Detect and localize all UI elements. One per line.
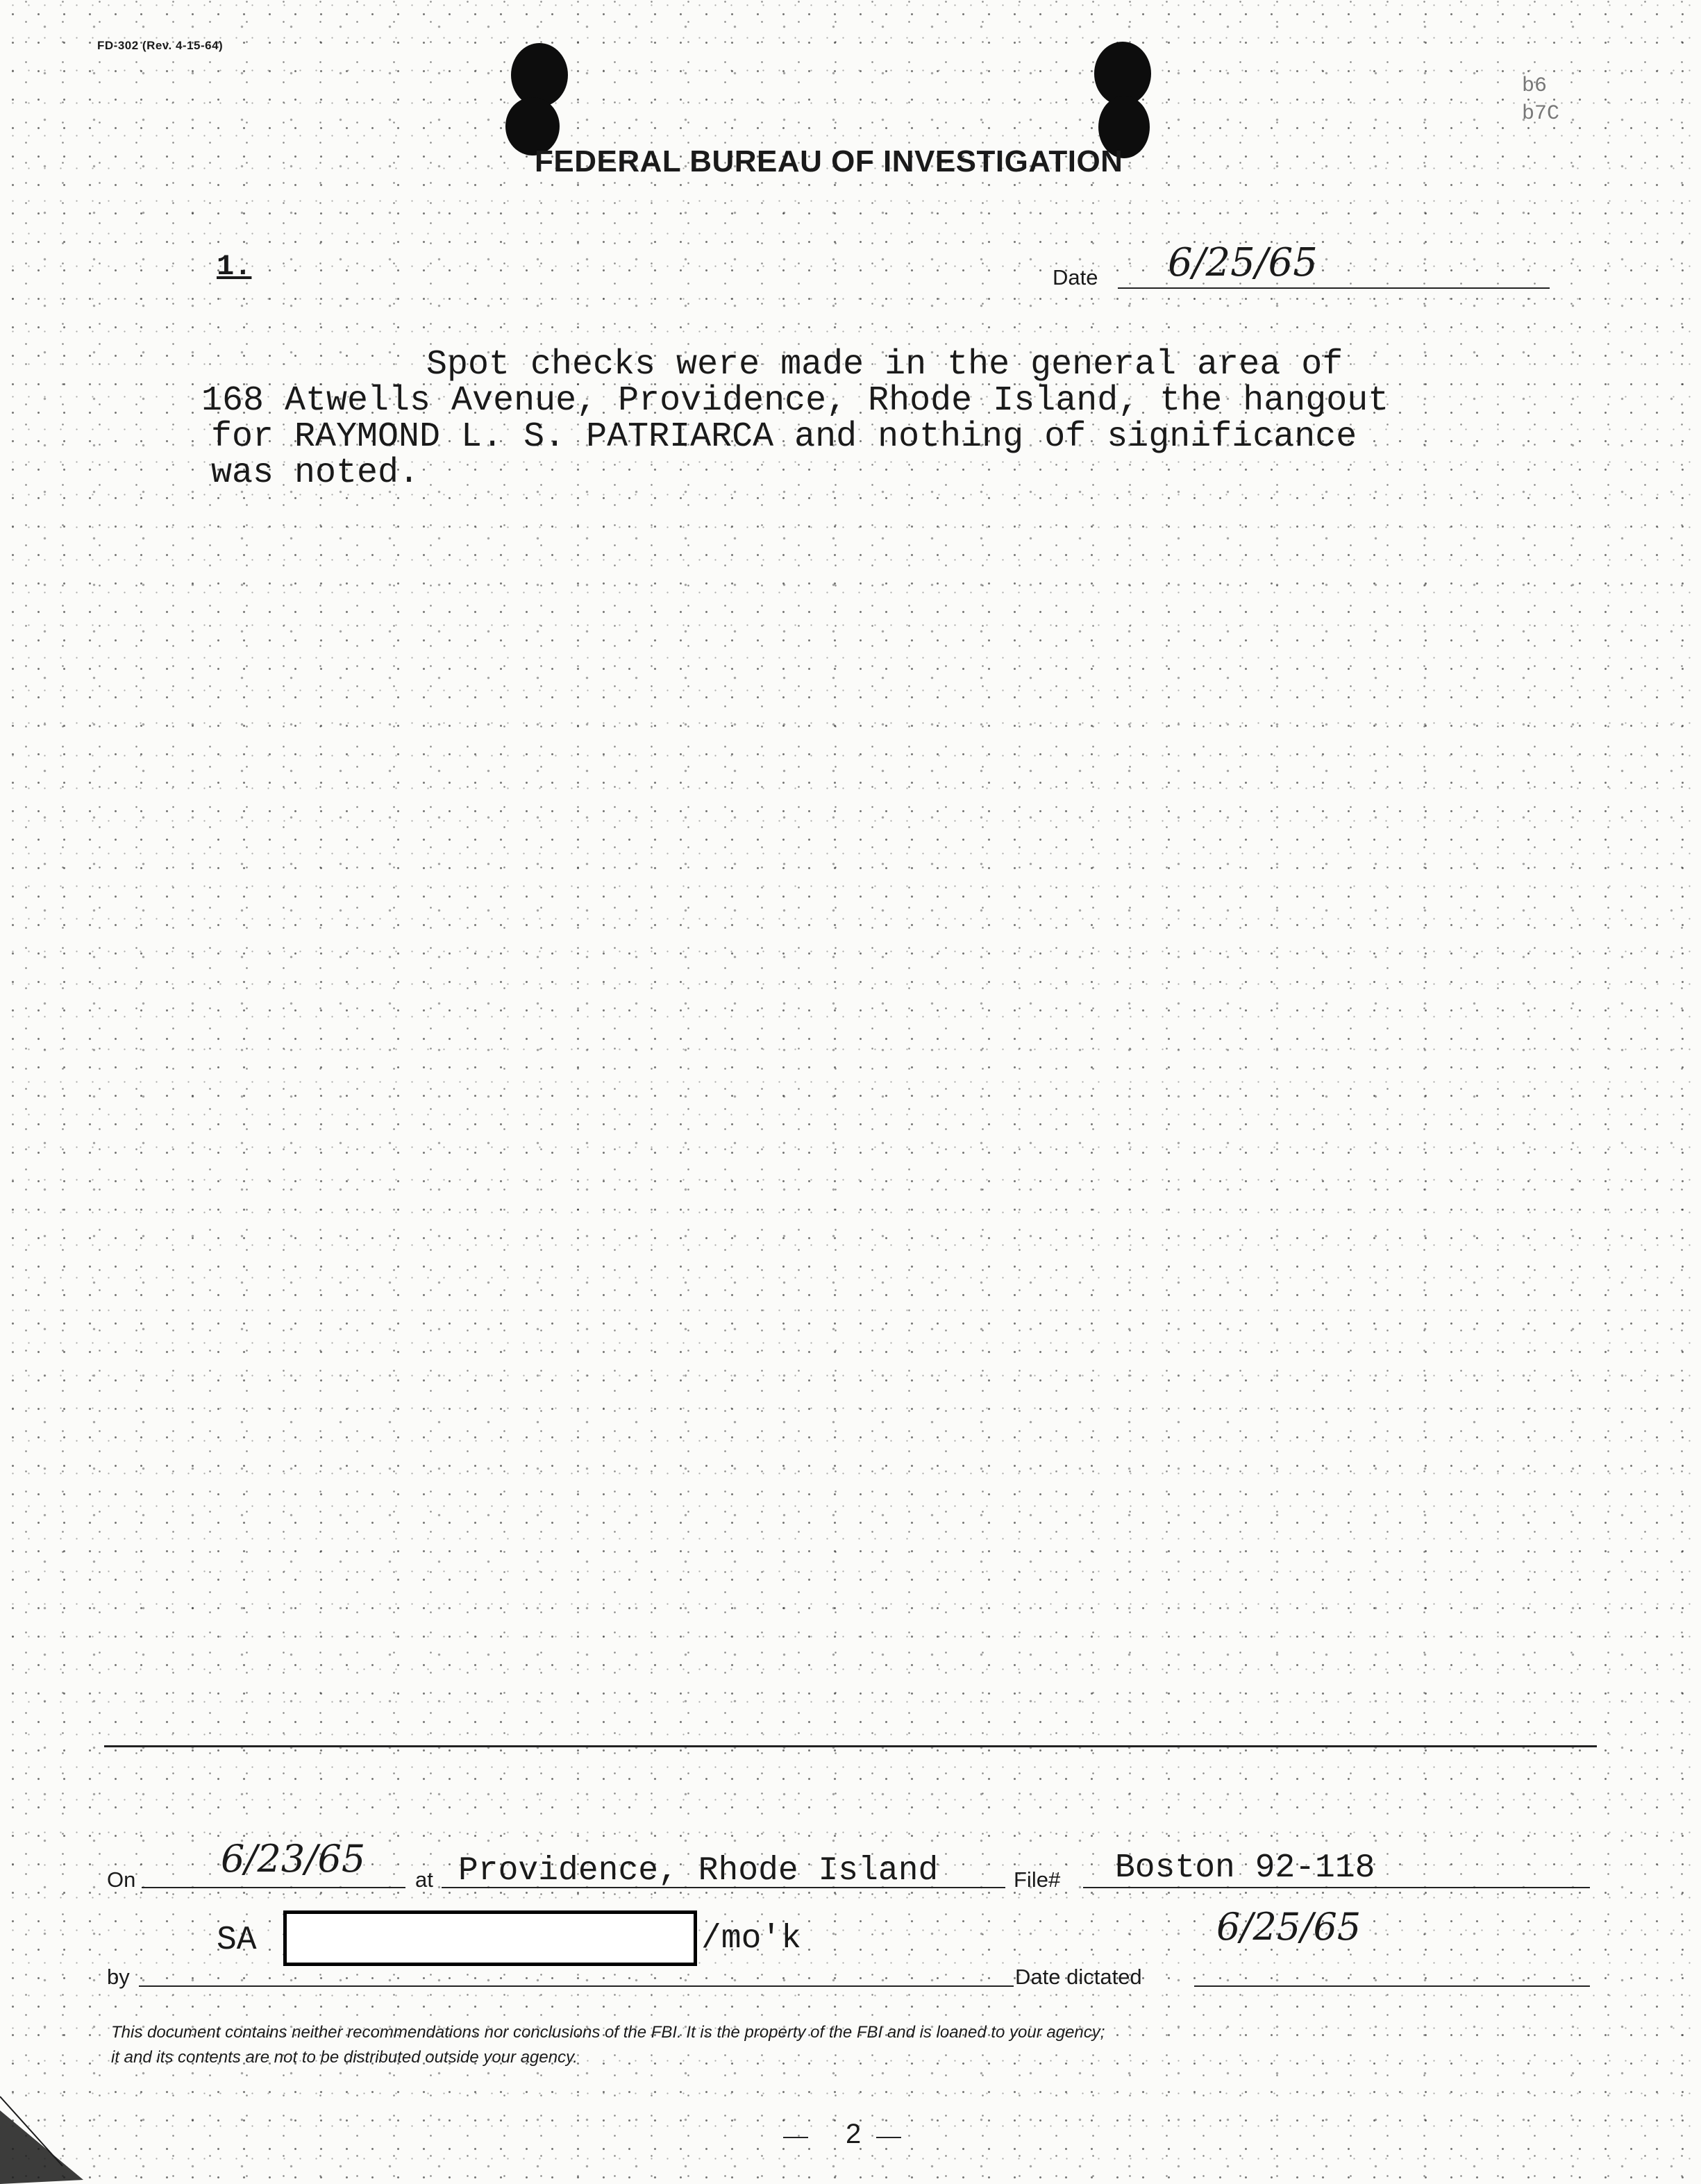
date-dictated-label: Date dictated (1015, 1965, 1142, 1989)
punch-hole-mark (511, 43, 568, 107)
body-line: Spot checks were made in the general area of (426, 345, 1343, 385)
at-label: at (415, 1867, 433, 1892)
date-dictated-underline (1194, 1985, 1590, 1987)
agent-prefix: SA (217, 1922, 257, 1959)
foia-exemption-codes (1522, 72, 1559, 128)
body-line: for RAYMOND L. S. PATRIARCA and nothing of significance (211, 417, 1357, 457)
page-sequence-number: 1. (217, 250, 252, 283)
date-label: Date (1053, 265, 1098, 289)
footer-divider (104, 1745, 1597, 1747)
by-underline (139, 1985, 1014, 1987)
exemption-code: b6 (1522, 74, 1548, 98)
redaction-box (283, 1910, 697, 1966)
interview-location: Providence, Rhode Island (458, 1852, 939, 1890)
agency-heading: FEDERAL BUREAU OF INVESTIGATION (535, 144, 1123, 178)
report-date: 6/25/65 (1168, 240, 1318, 285)
on-label: On (107, 1867, 136, 1892)
on-underline (142, 1887, 405, 1888)
page-number: 2 (846, 2119, 862, 2149)
date-underline (1118, 287, 1550, 289)
disclaimer-line: it and its contents are not to be distributed outside your agency. (111, 2048, 578, 2067)
page-number-dash (783, 2137, 808, 2138)
file-underline (1083, 1887, 1590, 1888)
folded-corner-mark (0, 2083, 97, 2184)
disclaimer (111, 2020, 1604, 2070)
exemption-code: b7C (1522, 102, 1560, 126)
file-number: Boston 92-118 (1115, 1849, 1375, 1887)
file-number-label: File# (1014, 1867, 1061, 1892)
by-label: by (107, 1965, 130, 1989)
form-identifier: FD-302 (Rev. 4-15-64) (97, 39, 224, 52)
disclaimer-line: This document contains neither recommendations nor conclusions of the FBI. It is the property of the FBI and is loaned to your agency; (111, 2023, 1105, 2042)
date-dictated-value: 6/25/65 (1216, 1905, 1361, 1949)
body-line: 168 Atwells Avenue, Providence, Rhode Island, the hangout (201, 381, 1389, 421)
page-number-dash (876, 2137, 901, 2138)
report-body (201, 345, 1489, 493)
body-line: was noted. (211, 453, 420, 493)
typist-initials: /mo'k (701, 1920, 802, 1958)
interview-date: 6/23/65 (221, 1837, 366, 1881)
